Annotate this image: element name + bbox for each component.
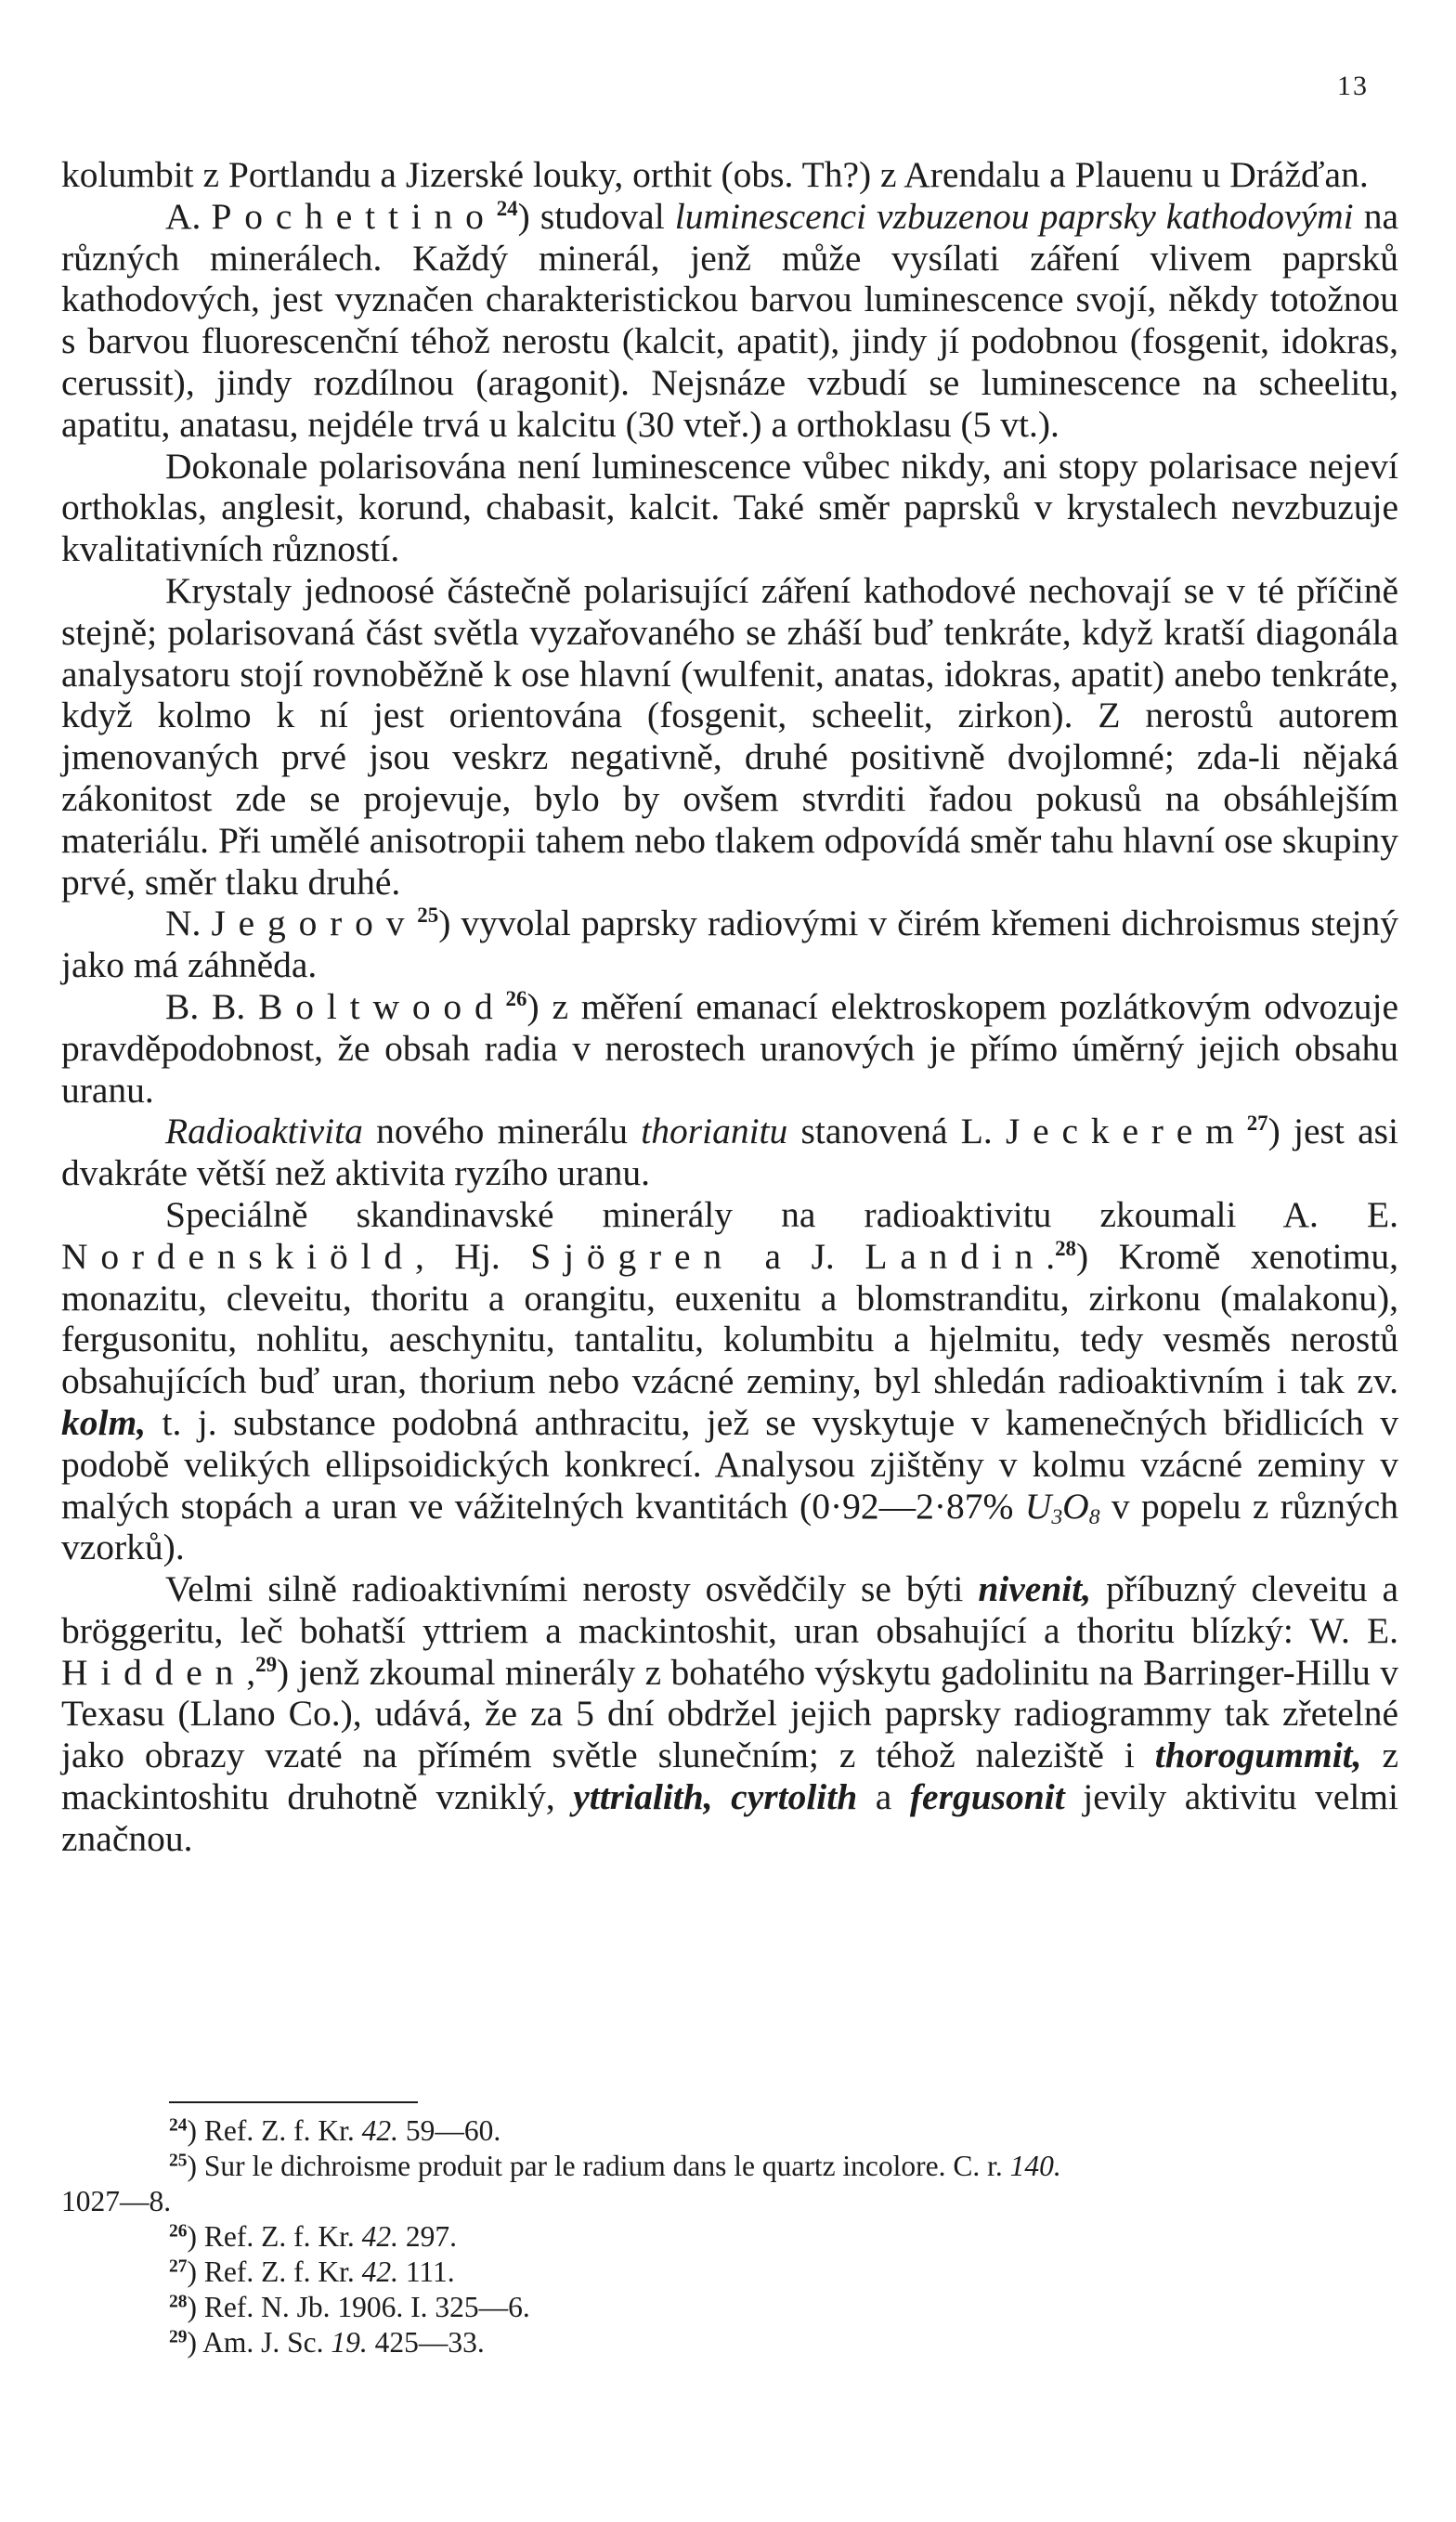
paragraph-scandinavian: Speciálně skandinavské minerály na radioaktivitu zkoumali A. E. Nordenskiöld, Hj. Sjögren a J. Landin.$^{28}$) Kromě xenotimu, monazitu, cleveitu, thoritu a orangitu, euxenitu a blomstranditu, zirkonu (malakonu), fergusonitu, nohlitu, aeschynitu, tantalitu, kolumbitu a hjelmitu, tedy vesměs nerostů obsahujících buď uran, thorium nebo vzácné zeminy, byl shledán radioaktivním i tak zv. kolm, t. j. substance podobná anthracitu, jež se vyskytuje v kamenečných břidlicích v podobě velikých ellipsoidických konkrecí. Analysou zjištěny v kolmu vzácné zeminy v malých stopách a uran ve vážitelných kvantitách (0·92—2·87% $U_3O_8$ v popelu z různých vzorků).: [61, 1193, 1398, 1568]
emphasis: kolm,: [61, 1401, 147, 1443]
paragraph-polarisation: Dokonale polarisována není luminescence vůbec nikdy, ani stopy polarisace nejeví orthoklas, anglesit, korund, chabasit, kalcit. Také směr paprsků v krystalech nevzbuzuje kvalitativních růzností.: [61, 445, 1398, 570]
author-name: Pochettino: [211, 195, 497, 237]
emphasis: nivenit,: [978, 1568, 1092, 1610]
footnote: $^{29}$) Am. J. Sc. 19. 425—33.: [169, 2326, 485, 2359]
paragraph-crystals: Krystaly jednoosé částečně polarisující záření kathodové nechovají se v té příčině stejně; polarisovaná část světla vyzařovaného se zháší buď tenkráte, když kratší diagonála analysatoru stojí rovnoběžně k ose hlavní (wulfenit, anatas, idokras, apatit) anebo tenkráte, když kolmo k ní jest orientována (fosgenit, scheelit, zirkon). Z nerostů autorem jmenovaných prvé jsou veskrz negativně, druhé positivně dvojlomné; zda-li nějaká zákonitost zde se projevuje, bylo by ovšem stvrditi řadou pokusů na obsáhlejším materiálu. Při umělé anisotropii tahem nebo tlakem odpovídá směr tahu hlavní ose skupiny prvé, směr tlaku druhé.: [61, 569, 1398, 903]
footnote: $^{25}$) Sur le dichroisme produit par le radium dans le quartz incolore. C. r. 140.: [169, 2150, 1061, 2182]
author-name: Boltwood: [258, 985, 506, 1027]
emphasis: Radioaktivita: [165, 1111, 363, 1152]
emphasis: yttrialith, cyrtolith: [573, 1776, 858, 1818]
emphasis: luminescenci vzbuzenou paprsky kathodovými: [674, 195, 1354, 237]
body-text: [61, 154, 1398, 1860]
footnote: $^{28}$) Ref. N. Jb. 1906. I. 325—6.: [169, 2291, 530, 2323]
footnote-ref: 27: [1246, 1112, 1268, 1136]
paragraph-1: kolumbit z Portlandu a Jizerské louky, orthit (obs. Th?) z Arendalu a Plauenu u Drážďan.: [61, 154, 1369, 195]
paragraph-thorianit: Radioaktivita nového minerálu thorianitu stanovená L. Jeckerem$^{27}$) jest asi dvakráte větší než aktivita ryzího uranu.: [61, 1111, 1398, 1194]
footnote-ref: 25: [417, 904, 439, 928]
paragraph-pochettino: A. Pochettino$^{24}$) studoval luminescenci vzbuzenou paprsky kathodovými na různých minerálech. Každý minerál, jenž může vysílati záření vlivem paprsků kathodových, jest vyznačen charakteristickou barvou luminescence svojí, někdy totožnou s barvou fluorescenční téhož nerostu (kalcit, apatit), jindy jí podobnou (fosgenit, idokras, cerussit), jindy rozdílnou (aragonit). Nejsnáze vzbudí se luminescence na scheelitu, apatitu, anatasu, nejdéle trvá u kalcitu (30 vteř.) a orthoklasu (5 vt.).: [61, 195, 1398, 445]
emphasis: thorogummit,: [1154, 1735, 1362, 1776]
author-name: Jeckerem: [1005, 1111, 1247, 1152]
footnote-ref: 24: [496, 196, 518, 220]
footnote-divider: [169, 2101, 418, 2103]
paragraph-nivenit: Velmi silně radioaktivními nerosty osvědčily se býti nivenit, příbuzný cleveitu a bröggeritu, leč bohatší yttriem a mackintoshit, uran obsahující a thoritu blízký: W. E. Hidden,$^{29}$) jenž zkoumal minerály z bohatého výskytu gadolinitu na Barringer-Hillu v Texasu (Llano Co.), udává, že za 5 dní obdržel jejich paprsky radiogrammy tak zřetelné jako obrazy vzaté na přímém světle slunečním; z téhož naleziště i thorogummit, z mackintoshitu druhotně vzniklý, yttrialith, cyrtolith a fergusonit jevily aktivitu velmi značnou.: [61, 1568, 1398, 1859]
footnote-ref: 28: [1055, 1236, 1076, 1260]
author-name: Sjögren: [530, 1235, 734, 1277]
footnote: $^{26}$) Ref. Z. f. Kr. 42. 297.: [169, 2220, 457, 2253]
paragraph-boltwood: B. B. Boltwood$^{26}$) z měření emanací elektroskopem pozlátkovým odvozuje pravděpodobnost, že obsah radia v nerostech uranových je přímo úměrný jejich obsahu uranu.: [61, 985, 1398, 1111]
footnote-ref: 29: [255, 1652, 278, 1676]
footnote: $^{27}$) Ref. Z. f. Kr. 42. 111.: [169, 2256, 455, 2288]
footnote-continuation: 1027—8.: [61, 2185, 172, 2217]
author-name: Hidden: [61, 1651, 247, 1693]
author-name: Nordenskiöld: [61, 1235, 415, 1277]
footnote: $^{24}$) Ref. Z. f. Kr. 42. 59—60.: [169, 2114, 501, 2147]
chemical-formula: $U_3O_8$: [1024, 1485, 1100, 1529]
paragraph-jegorov: N. Jegorov$^{25}$) vyvolal paprsky radiovými v čirém křemeni dichroismus stejný jako má záhněda.: [61, 903, 1398, 986]
footnotes: [61, 2113, 1398, 2360]
emphasis: thorianitu: [641, 1111, 788, 1152]
author-name: Jegorov: [211, 903, 418, 944]
author-name: Landin: [864, 1235, 1046, 1277]
emphasis: fergusonit: [909, 1776, 1065, 1818]
page-number: 13: [1337, 71, 1369, 101]
footnote-ref: 26: [505, 986, 527, 1010]
